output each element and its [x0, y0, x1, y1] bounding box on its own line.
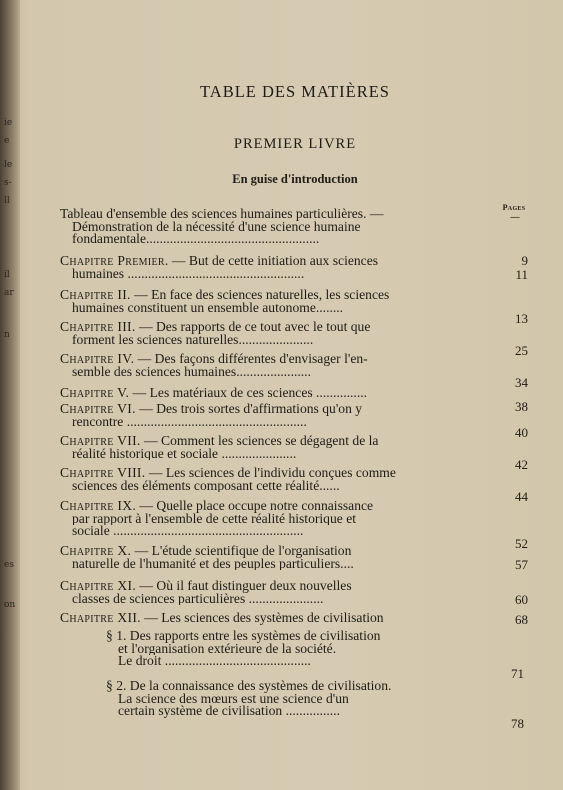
toc-subsection-entry — [106, 630, 524, 681]
toc-entry — [60, 612, 528, 627]
toc-entry-text: Le droit ........................................... — [118, 655, 311, 668]
toc-page-number: 71 — [511, 666, 524, 681]
toc-page-number: 52 — [515, 536, 528, 551]
toc-page-number: 60 — [515, 592, 528, 607]
toc-entry-text: — Des façons différentes d'envisager l'en- — [134, 353, 368, 366]
toc-entry-label: Chapitre IV. — [60, 353, 135, 366]
toc-entry-label: § 1. — [106, 630, 127, 643]
toc-entry-text: Démonstration de la nécessité d'une science humaine — [72, 220, 361, 233]
toc-entry-line — [60, 593, 470, 606]
toc-entry-line — [60, 221, 470, 234]
spine-mark: n — [4, 330, 10, 340]
toc-entry-line — [60, 545, 470, 558]
toc-entry-text: De la connaissance des systèmes de civilisation. — [126, 680, 392, 693]
toc-entry-label: Chapitre III. — [60, 321, 136, 334]
toc-page-number: 42 — [515, 457, 528, 472]
toc-entry-text: Tableau d'ensemble des sciences humaines particulières. — — [60, 208, 384, 221]
toc-entry-line — [106, 643, 466, 656]
pages-column-dash: — — [510, 212, 520, 223]
toc-page-number: 40 — [515, 425, 528, 440]
toc-entry-line — [60, 435, 470, 448]
toc-entry-line — [60, 321, 470, 334]
toc-entry-text: — But de cette initiation aux sciences — [168, 255, 379, 268]
toc-page-number: 13 — [515, 311, 528, 326]
toc-entry-label: § 2. — [106, 680, 127, 693]
toc-entry-line — [60, 612, 470, 625]
toc-page-number: 11 — [515, 267, 528, 282]
toc-entry-line — [60, 366, 470, 379]
spine-mark: e — [4, 136, 10, 146]
toc-entry-text: humaines .................................................... — [72, 267, 305, 280]
table-of-contents — [60, 0, 530, 790]
toc-entry-line — [60, 513, 470, 526]
toc-page-number: 78 — [511, 716, 524, 731]
toc-entry — [60, 545, 528, 572]
toc-page-number: 57 — [515, 557, 528, 572]
toc-entry-label: Chapitre XI. — [60, 580, 137, 593]
toc-entry-text: — Les sciences des systèmes de civilisation — [140, 612, 384, 625]
toc-entry-text: sociale ........................................................ — [72, 525, 304, 538]
toc-entry-line — [60, 353, 470, 366]
toc-entry-text: La science des mœurs est une science d'un — [118, 692, 349, 705]
spine-mark: il — [4, 270, 10, 280]
toc-entry-line — [106, 693, 466, 706]
toc-entry-text: sciences des éléments composant cette réalité...... — [72, 479, 340, 492]
toc-entry-line — [60, 208, 470, 221]
toc-page-number: 68 — [515, 612, 528, 627]
toc-entry-text: par rapport à l'ensemble de cette réalité historique et — [72, 512, 357, 525]
spine-mark: ar — [4, 288, 14, 298]
toc-entry-text: réalité historique et sociale ...................... — [72, 447, 297, 460]
toc-entry-label: Chapitre XII. — [60, 612, 141, 625]
toc-entry-text: naturelle de l'humanité et des peuples particuliers.... — [72, 557, 354, 570]
toc-entry-text: certain système de civilisation ................ — [118, 705, 340, 718]
book-heading: PREMIER LIVRE — [233, 136, 357, 152]
toc-page-number: 34 — [515, 375, 528, 390]
toc-entry-line — [60, 467, 470, 480]
pages-column-header: Pages — [502, 203, 526, 212]
toc-entry-line — [60, 558, 470, 571]
toc-entry-label: Chapitre II. — [60, 289, 131, 302]
toc-entry — [60, 353, 528, 390]
toc-entry — [60, 321, 528, 358]
toc-entry-line — [106, 705, 466, 718]
toc-entry — [60, 289, 528, 326]
toc-entry-label: Chapitre VII. — [60, 435, 141, 448]
toc-entry-line — [60, 480, 470, 493]
toc-entry-label: Chapitre IX. — [60, 500, 137, 513]
facing-page-edge — [0, 0, 20, 790]
toc-entry-text: — Comment les sciences se dégagent de la — [140, 435, 379, 448]
spine-mark: on — [4, 600, 16, 610]
toc-entry-line — [60, 580, 470, 593]
toc-entry — [60, 580, 528, 607]
toc-entry-text: forment les sciences naturelles...................... — [72, 333, 314, 346]
toc-entry-text: — Où il faut distinguer deux nouvelles — [136, 580, 352, 593]
toc-entry-line — [60, 416, 470, 429]
toc-entry — [60, 435, 528, 472]
toc-entry-text: fondamentale................................................... — [72, 233, 320, 246]
toc-entry-text: — En face des sciences naturelles, les sciences — [130, 289, 390, 302]
spine-mark: es — [4, 560, 14, 570]
spine-mark: ie — [4, 118, 13, 128]
section-heading: En guise d'introduction — [232, 172, 358, 186]
spine-mark: ll — [4, 196, 10, 206]
toc-entry-line — [60, 387, 470, 400]
toc-entry-line — [60, 403, 470, 416]
toc-entry-line — [60, 255, 470, 268]
toc-entry-line — [60, 500, 470, 513]
toc-entry-text: — Les sciences de l'individu conçues comme — [145, 467, 396, 480]
toc-entry-label: Chapitre X. — [60, 545, 132, 558]
toc-entry-line — [106, 680, 466, 693]
toc-entry-line — [60, 302, 470, 315]
spine-mark: s- — [4, 178, 12, 188]
toc-page-number: 25 — [515, 343, 528, 358]
toc-entry-text: humaines constituent un ensemble autonome........ — [72, 301, 344, 314]
toc-entry-text: semble des sciences humaines...................... — [72, 365, 311, 378]
toc-entry-text: — Des trois sortes d'affirmations qu'on y — [135, 403, 363, 416]
toc-entry-line — [60, 448, 470, 461]
spine-mark: le — [4, 160, 13, 170]
toc-entry-line — [60, 525, 470, 538]
toc-entry — [60, 467, 528, 504]
toc-entry-label: Chapitre V. — [60, 387, 130, 400]
toc-entry-text: classes de sciences particulières ...................... — [72, 592, 324, 605]
toc-entry — [60, 255, 528, 282]
toc-entry-text: — Quelle place occupe notre connaissance — [136, 500, 374, 513]
toc-entry-line — [106, 655, 466, 668]
toc-entry-label: Chapitre VIII. — [60, 467, 146, 480]
toc-entry — [60, 500, 528, 551]
toc-entry-line — [60, 334, 470, 347]
toc-page-number: 44 — [515, 489, 528, 504]
toc-entry-text: — Des rapports de ce tout avec le tout que — [135, 321, 371, 334]
toc-entry-line — [60, 233, 470, 246]
toc-entry-line — [60, 289, 470, 302]
toc-entry-line — [106, 630, 466, 643]
toc-entry-text: — L'étude scientifique de l'organisation — [131, 545, 352, 558]
toc-entry-label: Chapitre VI. — [60, 403, 136, 416]
toc-entry-line — [60, 268, 470, 281]
toc-subsection-entry — [106, 680, 524, 731]
toc-page-number: 9 — [521, 253, 528, 268]
toc-entry-text: et l'organisation extérieure de la société. — [118, 642, 337, 655]
toc-entry-text: — Les matériaux de ces sciences ............... — [129, 387, 368, 400]
toc-page-number: 38 — [515, 399, 528, 414]
page-title: TABLE DES MATIÈRES — [200, 82, 390, 101]
toc-entry-text: Des rapports entre les systèmes de civilisation — [126, 630, 381, 643]
toc-entry-label: Chapitre Premier. — [60, 255, 169, 268]
toc-entry-text: rencontre ..................................................... — [72, 415, 307, 428]
